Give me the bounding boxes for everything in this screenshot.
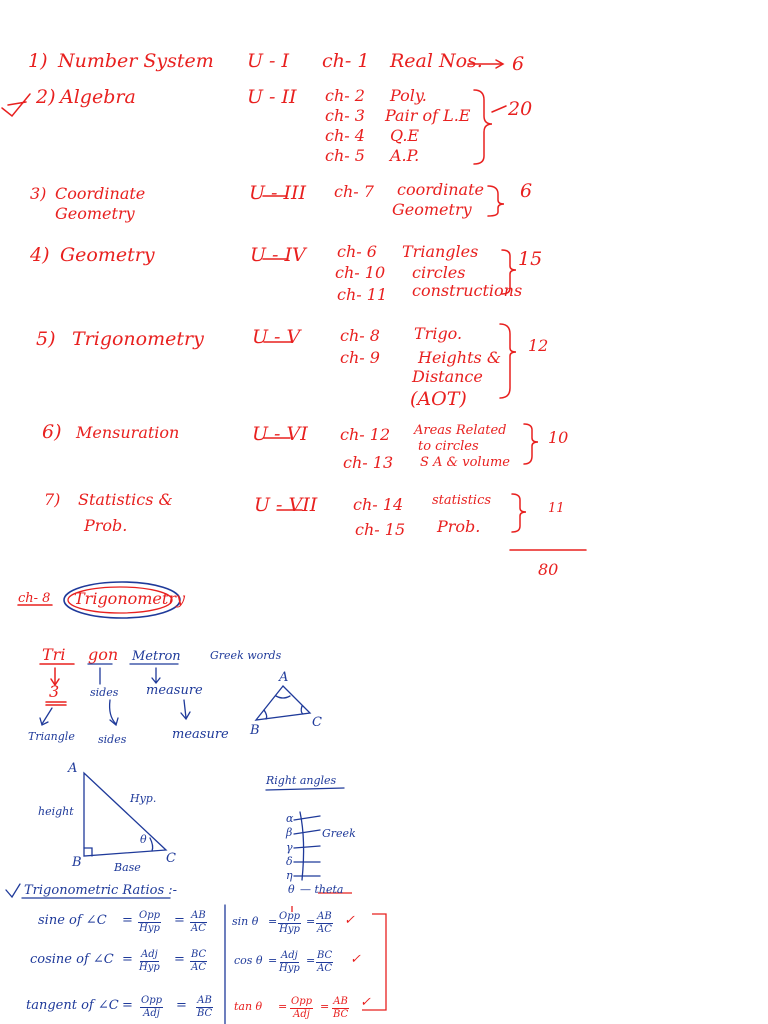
row2-chapter-1: ch- 2 <box>325 86 365 105</box>
row2-chapter-3: ch- 4 <box>325 126 365 145</box>
tan-frac2-den: BC <box>333 1008 349 1020</box>
row7-unit: U - VII <box>254 494 318 516</box>
row7-topic-2: Prob. <box>437 517 481 536</box>
theta-label: — theta <box>300 883 344 896</box>
right-angles-underline <box>266 788 344 790</box>
row5-unit: U - V <box>252 326 301 348</box>
small-triangle-vertex-b: B <box>250 723 260 738</box>
sin-frac2-den: AC <box>317 923 332 935</box>
cosine-equals-1: = <box>122 952 133 967</box>
tan-equals-1: = <box>278 1000 288 1013</box>
sine-fraction-1 <box>138 910 161 934</box>
small-triangle <box>256 686 310 720</box>
row3-topic-1: coordinate <box>397 180 484 199</box>
total-marks: 80 <box>538 560 559 579</box>
cosine-fraction-2 <box>190 949 207 973</box>
sine-label: sine of ∠C <box>38 913 107 928</box>
cosine-frac2-num: BC <box>191 949 207 960</box>
etymology-measure: measure <box>146 683 203 698</box>
row3-number: 3) <box>30 184 47 203</box>
triangle-arrow <box>42 708 52 724</box>
greek-arrow-3 <box>294 846 320 848</box>
small-triangle-angle-c <box>301 706 303 714</box>
small-triangle-angle-a <box>276 696 290 698</box>
greek-eta: η <box>286 869 293 882</box>
tangent-frac2-num: AB <box>197 995 212 1006</box>
row1-topic: Real Nos. <box>390 50 483 72</box>
greek-beta: β <box>286 826 293 839</box>
row2-marks: 20 <box>508 98 533 120</box>
tan-equals-2: = <box>320 1000 330 1013</box>
tangent-fraction-2 <box>196 995 213 1019</box>
cosine-label: cosine of ∠C <box>30 952 114 967</box>
cosine-frac1-den: Hyp <box>139 961 160 973</box>
greek-note: Greek <box>322 827 356 840</box>
etymology-tri: Tri <box>42 645 66 664</box>
row5-chapter-1: ch- 8 <box>340 326 380 345</box>
row6-chapter-1: ch- 12 <box>340 425 391 444</box>
etymology-sides: sides <box>90 686 119 699</box>
theta-arc <box>150 838 153 851</box>
row5-topic-4: (AOT) <box>410 388 467 410</box>
right-triangle-vertex-c: C <box>166 851 176 866</box>
measure-arrow <box>184 700 186 718</box>
row5-topic-3: Distance <box>412 367 483 386</box>
row6-topic-1: Areas Related <box>414 423 507 438</box>
ratios-title: Trigonometric Ratios :- <box>24 883 178 898</box>
sine-equals-2: = <box>174 913 185 928</box>
row1-number: 1) <box>28 50 48 72</box>
cos-equals-1: = <box>268 954 278 967</box>
row6-unit: U - VI <box>252 423 308 445</box>
row6-subject: Mensuration <box>76 423 180 442</box>
cosine-equals-2: = <box>174 952 185 967</box>
row2-chapter-4: ch- 5 <box>325 146 365 165</box>
row5-topic-1: Trigo. <box>414 324 463 343</box>
row2-subject: Algebra <box>60 86 136 108</box>
row7-chapter-2: ch- 15 <box>355 520 406 539</box>
right-triangle-base: Base <box>114 861 141 874</box>
row2-topic-3: Q.E <box>390 126 420 145</box>
sine-frac2-den: AC <box>191 922 206 934</box>
tangent-equals-1: = <box>122 998 133 1013</box>
row3-subject-1: Coordinate <box>55 184 146 203</box>
row2-number: 2) <box>36 86 56 108</box>
sin-equals-1: = <box>268 915 278 928</box>
cosine-frac2-den: AC <box>191 961 207 973</box>
row1-subject: Number System <box>58 50 214 72</box>
ratios-check <box>6 884 20 897</box>
etymology-gon: gon <box>88 645 119 664</box>
etymology-triangle: Triangle <box>28 730 75 743</box>
tan-frac1-den: Adj <box>293 1008 310 1020</box>
etymology-measure-2: measure <box>172 727 229 742</box>
cosine-frac1-num: Adj <box>141 949 158 960</box>
cosine-fraction-1 <box>138 949 161 973</box>
row5-marks: 12 <box>528 336 549 355</box>
row2-unit: U - II <box>247 86 297 108</box>
row4-marks: 15 <box>518 248 543 270</box>
tangent-frac2-den: BC <box>197 1007 213 1019</box>
tangent-frac1-den: Adj <box>143 1007 160 1019</box>
sin-equals-2: = <box>306 915 316 928</box>
row6-topic-3: S A & volume <box>420 455 510 470</box>
tangent-label: tangent of ∠C <box>26 998 119 1013</box>
tan-fraction-2 <box>332 996 349 1020</box>
greek-wave <box>300 812 304 880</box>
sin-fraction-1 <box>278 911 301 935</box>
row3-chapter: ch- 7 <box>334 182 374 201</box>
cos-frac2-num: BC <box>317 950 333 961</box>
cos-fraction-2 <box>316 950 333 974</box>
row5-subject: Trigonometry <box>72 328 204 350</box>
row6-topic-2: to circles <box>418 439 479 454</box>
right-triangle <box>84 773 166 856</box>
sine-equals-1: = <box>122 913 133 928</box>
cos-equals-2: = <box>306 954 316 967</box>
greek-arrow-2 <box>294 830 320 834</box>
row7-number: 7) <box>44 490 61 509</box>
sine-frac2-num: AB <box>191 910 206 921</box>
right-triangle-height: height <box>38 805 74 818</box>
row3-marks: 6 <box>520 180 533 202</box>
section-chapter-label: ch- 8 <box>18 591 51 606</box>
row4-chapter-1: ch- 6 <box>337 242 377 261</box>
greek-theta: θ <box>288 883 295 896</box>
small-triangle-angle-b <box>264 710 267 719</box>
small-triangle-vertex-a: A <box>279 670 289 685</box>
row1-marks: 6 <box>512 53 525 75</box>
tan-frac1-num: Opp <box>291 996 313 1007</box>
row3-subject-2: Geometry <box>55 204 135 223</box>
greek-arrow-1 <box>294 816 320 820</box>
right-angles-title: Right angles <box>266 774 337 787</box>
etymology-three: 3 <box>49 682 60 701</box>
row4-topic-1: Triangles <box>402 242 479 261</box>
row2-topic-2: Pair of L.E <box>385 106 471 125</box>
row3-unit: U - III <box>249 182 307 204</box>
row4-chapter-2: ch- 10 <box>335 263 386 282</box>
row2-topic-1: Poly. <box>390 86 427 105</box>
row7-subject-2: Prob. <box>84 516 128 535</box>
row6-marks: 10 <box>548 428 569 447</box>
cos-frac2-den: AC <box>317 962 333 974</box>
cos-frac1-den: Hyp <box>279 962 300 974</box>
tangent-fraction-1 <box>140 995 163 1019</box>
greek-delta: δ <box>286 855 293 868</box>
cos-theta-label: cos θ <box>234 954 263 967</box>
row4-topic-2: circles <box>412 263 466 282</box>
sine-frac1-num: Opp <box>139 910 161 921</box>
row4-subject: Geometry <box>60 244 155 266</box>
section-title: Trigonometry <box>74 589 186 608</box>
cos-fraction-1 <box>278 950 301 974</box>
right-triangle-theta: θ <box>140 833 147 846</box>
cos-tick: ✓ <box>350 952 361 967</box>
row3-topic-2: Geometry <box>392 200 472 219</box>
sine-fraction-2 <box>190 910 207 934</box>
row7-marks: 11 <box>548 501 565 516</box>
row2-topic-4: A.P. <box>390 146 420 165</box>
sin-frac1-num: Opp <box>279 911 301 922</box>
greek-alpha: α <box>286 812 294 825</box>
row6-chapter-2: ch- 13 <box>343 453 394 472</box>
tan-frac2-num: AB <box>333 996 348 1007</box>
row4-topic-3: constructions <box>412 281 523 300</box>
row7-chapter-1: ch- 14 <box>353 495 404 514</box>
etymology-metron: Metron <box>132 649 181 664</box>
row7-topic-1: statistics <box>432 493 492 508</box>
tan-fraction-1 <box>290 996 313 1020</box>
row6-number: 6) <box>42 421 62 443</box>
right-triangle-hyp: Hyp. <box>130 792 157 805</box>
small-triangle-vertex-c: C <box>312 715 322 730</box>
sin-frac2-num: AB <box>317 911 332 922</box>
etymology-note: Greek words <box>210 649 282 662</box>
row4-unit: U - IV <box>250 244 306 266</box>
tan-tick: ✓ <box>360 995 371 1010</box>
row5-number: 5) <box>36 328 56 350</box>
right-angle-mark <box>84 848 92 856</box>
sin-fraction-2 <box>316 911 333 935</box>
row4-chapter-3: ch- 11 <box>337 285 388 304</box>
row1-unit: U - I <box>247 50 290 72</box>
greek-gamma: γ <box>286 841 293 854</box>
cos-frac1-num: Adj <box>281 950 298 961</box>
sin-theta-label: sin θ <box>232 915 259 928</box>
etymology-sides-2: sides <box>98 733 127 746</box>
sine-frac1-den: Hyp <box>139 922 160 934</box>
tangent-equals-2: = <box>176 998 187 1013</box>
row4-number: 4) <box>30 244 50 266</box>
row7-subject-1: Statistics & <box>78 490 173 509</box>
row5-topic-2: Heights & <box>418 348 502 367</box>
right-triangle-vertex-b: B <box>72 855 82 870</box>
row5-chapter-2: ch- 9 <box>340 348 380 367</box>
row2-chapter-2: ch- 3 <box>325 106 365 125</box>
sin-tick: ✓ <box>344 913 355 928</box>
row1-chapter: ch- 1 <box>322 50 370 72</box>
right-triangle-vertex-a: A <box>68 761 78 776</box>
sin-frac1-den: Hyp <box>279 923 300 935</box>
tangent-frac1-num: Opp <box>141 995 163 1006</box>
tan-theta-label: tan θ <box>234 1000 263 1013</box>
